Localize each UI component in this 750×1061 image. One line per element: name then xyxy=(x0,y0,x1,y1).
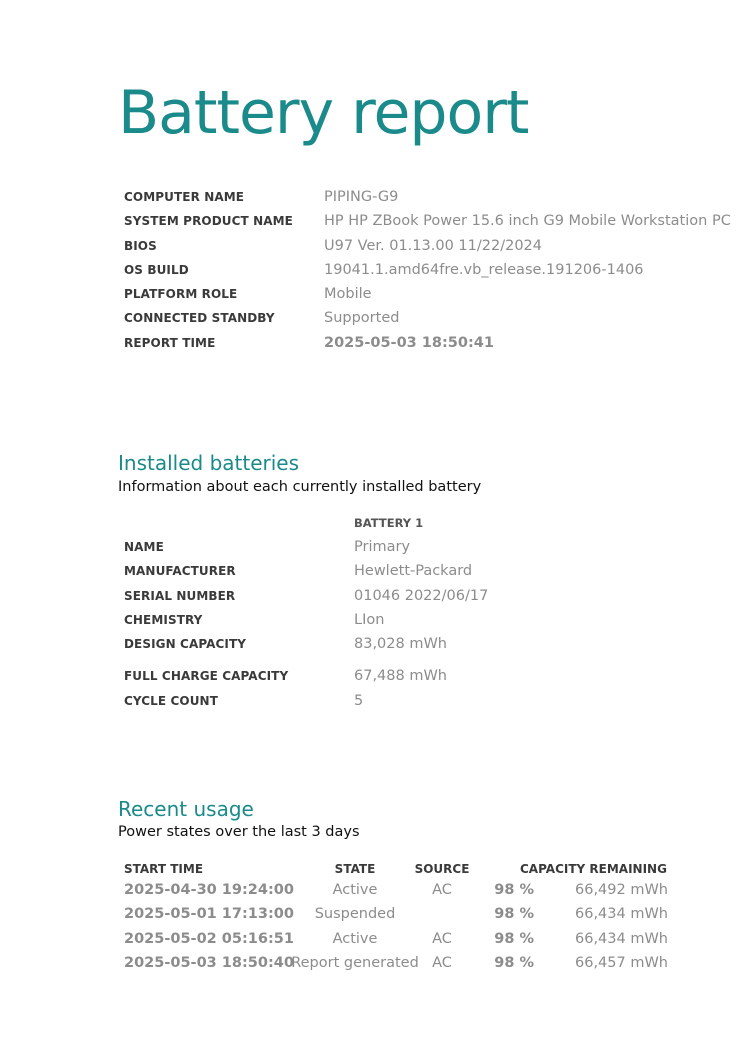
battery-label: DESIGN CAPACITY xyxy=(124,637,247,652)
battery-value: LIon xyxy=(354,611,385,628)
usage-capacity-percent: 98 % xyxy=(494,954,534,971)
usage-capacity-mwh: 66,492 mWh xyxy=(575,882,668,898)
system-label: SYSTEM PRODUCT NAME xyxy=(124,214,293,229)
system-label: COMPUTER NAME xyxy=(124,190,245,204)
table-row xyxy=(124,955,674,979)
system-value: Supported xyxy=(324,310,400,327)
usage-start-time: 2025-05-01 17:13:00 xyxy=(124,906,294,923)
usage-start-time: 2025-04-30 19:24:00 xyxy=(124,882,294,898)
system-value: HP HP ZBook Power 15.6 inch G9 Mobile Workstation PC xyxy=(324,213,731,230)
system-label: PLATFORM ROLE xyxy=(124,287,238,302)
battery-label: SERIAL NUMBER xyxy=(124,588,236,603)
usage-source: AC xyxy=(432,930,452,947)
recent-usage-subtitle: Power states over the last 3 days xyxy=(118,824,360,840)
system-label: BIOS xyxy=(124,238,157,253)
usage-capacity-mwh: 66,434 mWh xyxy=(575,930,668,947)
table-row xyxy=(124,882,674,906)
usage-start-time: 2025-05-03 18:50:40 xyxy=(124,954,294,971)
battery-label: CHEMISTRY xyxy=(124,612,203,627)
usage-state: Suspended xyxy=(314,906,396,923)
battery-column-header: BATTERY 1 xyxy=(354,516,424,530)
table-row xyxy=(124,931,674,955)
usage-state: Active xyxy=(332,930,378,947)
usage-capacity-mwh: 66,457 mWh xyxy=(575,954,668,971)
system-value: PIPING-G9 xyxy=(324,189,399,205)
usage-header-source: SOURCE xyxy=(414,862,470,876)
battery-value: Primary xyxy=(354,539,411,555)
system-value: Mobile xyxy=(324,286,372,303)
system-label: REPORT TIME xyxy=(124,335,216,350)
page-title: Battery report xyxy=(118,78,529,148)
battery-value: Hewlett-Packard xyxy=(354,563,473,580)
installed-batteries-subtitle: Information about each currently installed battery xyxy=(118,479,482,495)
usage-state: Report generated xyxy=(291,954,419,971)
usage-header-capacity: CAPACITY REMAINING xyxy=(520,862,667,876)
recent-usage-table xyxy=(124,862,674,979)
system-value: U97 Ver. 01.13.00 11/22/2024 xyxy=(324,237,542,254)
usage-header-row xyxy=(124,862,674,882)
usage-capacity-percent: 98 % xyxy=(494,930,534,947)
usage-source: AC xyxy=(432,954,452,971)
battery-value: 83,028 mWh xyxy=(354,636,447,653)
usage-start-time: 2025-05-02 05:16:51 xyxy=(124,930,294,947)
system-label: OS BUILD xyxy=(124,262,189,277)
battery-label: NAME xyxy=(124,540,164,554)
battery-value: 67,488 mWh xyxy=(354,668,447,685)
usage-header-start: START TIME xyxy=(124,862,204,876)
battery-label: FULL CHARGE CAPACITY xyxy=(124,669,289,684)
battery-value: 5 xyxy=(354,692,364,709)
usage-source: AC xyxy=(432,882,452,898)
usage-capacity-percent: 98 % xyxy=(494,882,534,898)
usage-capacity-percent: 98 % xyxy=(494,906,534,923)
system-value: 2025-05-03 18:50:41 xyxy=(324,334,494,351)
battery-value: 01046 2022/06/17 xyxy=(354,587,489,604)
usage-state: Active xyxy=(332,882,378,898)
battery-label: CYCLE COUNT xyxy=(124,693,218,708)
usage-capacity-mwh: 66,434 mWh xyxy=(575,906,668,923)
system-label: CONNECTED STANDBY xyxy=(124,311,275,326)
recent-usage-heading: Recent usage xyxy=(118,797,254,821)
usage-header-state: STATE xyxy=(334,862,376,876)
installed-batteries-heading: Installed batteries xyxy=(118,451,300,475)
table-row xyxy=(124,906,674,930)
battery-label: MANUFACTURER xyxy=(124,564,236,579)
system-value: 19041.1.amd64fre.vb_release.191206-1406 xyxy=(324,261,644,278)
